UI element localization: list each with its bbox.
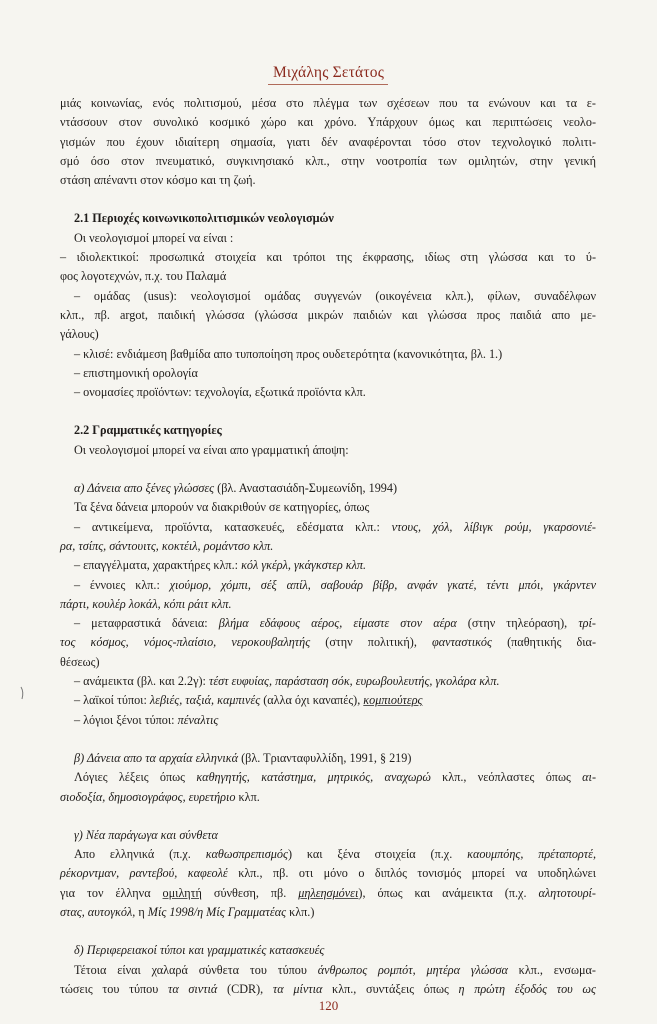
- list-item: – ανάμεικτα (βλ. και 2.2γ): τέστ ευφυίας, παράσταση σόκ, ευρωβουλευτής, γκολάρα κλπ.: [74, 674, 500, 689]
- paragraph-line: στας, αυτογκόλ, η Μίς 1998/η Μίς Γραμματέας κλπ.): [60, 904, 315, 919]
- page-number: 120: [318, 998, 339, 1013]
- running-header: Μιχάλης Σετάτος: [272, 64, 385, 81]
- list-item-cont: τος κόσμος, νόμος-πλαίσιο, νεροκουβαλητής (στην πολιτική), φανταστικός (παθητικής δια-: [60, 635, 597, 650]
- subsection-heading-c: γ) Νέα παράγωγα και σύνθετα: [74, 827, 218, 842]
- list-item: – κλισέ: ενδιάμεση βαθμίδα απο τυποποίηση προς ουδετερότητα (κανονικότητα, βλ. 1.): [74, 346, 503, 361]
- intro-line: σμό όσο στον πνευματικό, συγκινησιακό κλπ., στην νοοτροπία των ομιλητών, στην γενική: [60, 153, 596, 168]
- list-item-cont: φος λογοτεχνών, π.χ. του Παλαμά: [60, 269, 227, 284]
- header-underline: [268, 84, 388, 85]
- paragraph-line: Λόγιες λέξεις όπως καθηγητής, κατάστημα, μητρικός, αναχωρώ κλπ., νεόπλαστες όπως αι-: [74, 770, 596, 785]
- list-item: – μεταφραστικά δάνεια: βλήμα εδάφους αέρος, είμαστε στον αέρα (στην τηλεόραση), τρί-: [74, 616, 596, 631]
- list-item-cont: θέσεως): [60, 654, 100, 669]
- section-heading-2-2: 2.2 Γραμματικές κατηγορίες: [74, 423, 222, 438]
- subsection-heading-d: δ) Περιφερειακοί τύποι και γραμματικές κατασκευές: [74, 943, 325, 958]
- list-item: – ιδιολεκτικοί: προσωπικά στοιχεία και τρόποι της έκφρασης, ιδίως στη γλώσσα και το ύ-: [60, 250, 596, 265]
- paragraph-line: Απο ελληνικά (π.χ. καθωσπρεπισμός) και ξένα στοιχεία (π.χ. καουμπόης, πρέταπορτέ,: [74, 847, 596, 862]
- intro-line: στάση απέναντι στον κόσμο και τη ζωή.: [60, 173, 256, 188]
- list-item: – επιστημονική ορολογία: [74, 365, 198, 380]
- section-lead: Οι νεολογισμοί μπορεί να είναι απο γραμματική άποψη:: [74, 442, 349, 457]
- list-item-cont: πάρτι, κουλέρ λοκάλ, κόπι ράιτ κλπ.: [60, 596, 232, 611]
- list-item: – ομάδας (usus): νεολογισμοί ομάδας συγγενών (οικογένεια κλπ.), φίλων, συναδέλφων: [74, 288, 596, 303]
- paragraph-line: Τέτοια είναι χαλαρά σύνθετα του τύπου άνθρωπος ρομπότ, μητέρα γλώσσα κλπ., ενσωμα-: [74, 962, 596, 977]
- list-item: – λόγιοι ξένοι τύποι: πέναλτις: [74, 712, 219, 727]
- page-body: [60, 94, 596, 999]
- section-heading-2-1: 2.1 Περιοχές κοινωνικοπολιτισμικών νεολογισμών: [74, 211, 334, 226]
- subsection-heading-b: β) Δάνεια απο τα αρχαία ελληνικά (βλ. Τριανταφυλλίδη, 1991, § 219): [74, 750, 412, 765]
- list-item-cont: κλπ., πβ. argot, παιδική γλώσσα (γλώσσα μικρών παιδιών και γλώσσα προς παιδιά απο με-: [60, 307, 596, 322]
- paragraph-line: για τον έλληνα ομιλητή σύνθεση, πβ. μηλεησμόνει), όπως και ανάμεικτα (π.χ. αλητοτουρί-: [60, 885, 596, 900]
- list-item: – λαϊκοί τύποι: λεβιές, ταξιά, καμπινές (αλλα όχι καναπές), κομπιούτερς: [74, 693, 423, 708]
- list-item: – ονομασίες προϊόντων: τεχνολογία, εξωτικά προϊόντα κλπ.: [74, 385, 366, 400]
- paragraph-line: τώσεις του τύπου τα σιντιά (CDR), τα μίντια κλπ., συντάξεις όπως η πρώτη έξοδός του ως: [60, 981, 596, 996]
- paragraph-line: ρέκορντμαν, ραντεβού, καφεολέ κλπ., πβ. οτι μόνο ο διπλός τονισμός μπορεί να υποδηλώνει: [60, 866, 596, 881]
- handwritten-margin-mark: [20, 686, 26, 700]
- list-item: – αντικείμενα, προϊόντα, κατασκευές, εδέσματα κλπ.: ντους, χόλ, λίβιγκ ρούμ, γκαρσονιέ-: [74, 519, 596, 534]
- intro-line: γισμών που έχουν ιδιαίτερη σημασία, γιατι δέν αναφέρονται τόσο στον τεχνολογικό πολιτι-: [60, 134, 596, 149]
- list-item: – έννοιες κλπ.: χιούμορ, χόμπι, σέξ απίλ, σαβουάρ βίβρ, ανφάν γκατέ, τέντι μπόι, γκάρντεν: [74, 577, 596, 592]
- subsection-heading-a: α) Δάνεια απο ξένες γλώσσες (βλ. Αναστασιάδη-Συμεωνίδη, 1994): [74, 481, 398, 496]
- section-lead: Οι νεολογισμοί μπορεί να είναι :: [74, 230, 234, 245]
- paragraph-line: σιοδοξία, δημοσιογράφος, ευρετήριο κλπ.: [60, 789, 260, 804]
- list-item-cont: γάλους): [60, 327, 99, 342]
- subsection-lead: Τα ξένα δάνεια μπορούν να διακριθούν σε κατηγορίες, όπως: [74, 500, 370, 515]
- intro-line: μιάς κοινωνίας, ενός πολιτισμού, μέσα στο πλέγμα των σχέσεων που τα ενώνουν και τα ε-: [60, 96, 596, 110]
- list-item-cont: ρα, τσίπς, σάντουιτς, κοκτέιλ, ρομάντσο κλπ.: [60, 538, 274, 553]
- list-item: – επαγγέλματα, χαρακτήρες κλπ.: κόλ γκέρλ, γκάγκστερ κλπ.: [74, 558, 367, 573]
- intro-line: ντάσσουν στον συνολικό κοσμικό χώρο και χρόνο. Υπάρχουν όμως και περιπτώσεις νεολο-: [60, 115, 596, 130]
